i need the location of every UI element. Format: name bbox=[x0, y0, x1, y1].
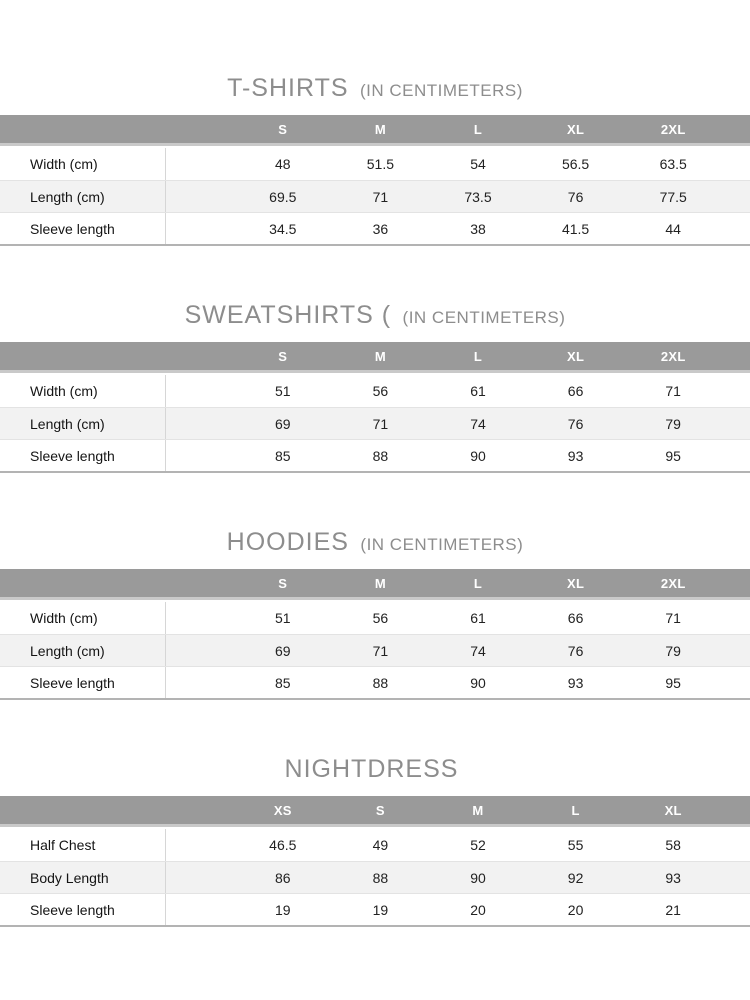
cell-value: 71 bbox=[665, 383, 681, 399]
header-spacer bbox=[166, 342, 234, 370]
table-row-body-length bbox=[0, 861, 750, 893]
header-spacer bbox=[722, 569, 750, 597]
row-label: Sleeve length bbox=[0, 440, 166, 471]
row-label: Sleeve length bbox=[0, 667, 166, 698]
table-title-main: SWEATSHIRTS ( bbox=[184, 301, 392, 329]
cell-spacer bbox=[722, 375, 750, 407]
cell-value: 93 bbox=[567, 447, 584, 464]
cell-value: 77.5 bbox=[659, 188, 687, 205]
row-label: Body Length bbox=[0, 862, 166, 893]
cell-spacer bbox=[722, 213, 750, 244]
cell-value: 69 bbox=[275, 642, 291, 659]
cell-value: 71 bbox=[372, 642, 389, 659]
cell-spacer bbox=[166, 635, 234, 666]
cell-value: 88 bbox=[372, 869, 389, 886]
cell-value: 56 bbox=[372, 383, 389, 399]
cell-value: 61 bbox=[470, 610, 486, 626]
table-row-width bbox=[0, 375, 750, 407]
column-header-l: L bbox=[473, 575, 483, 591]
cell-spacer bbox=[166, 408, 234, 439]
column-header-s: S bbox=[278, 575, 288, 591]
row-label: Width (cm) bbox=[0, 375, 166, 407]
table-row-length bbox=[0, 407, 750, 439]
row-label: Length (cm) bbox=[0, 181, 166, 212]
column-header-l: L bbox=[473, 121, 483, 137]
cell-value: 79 bbox=[665, 642, 681, 659]
cell-value: 90 bbox=[470, 447, 486, 464]
cell-value: 54 bbox=[470, 156, 486, 172]
table-title-sub: (IN CENTIMETERS) bbox=[360, 81, 523, 100]
table-row-length bbox=[0, 634, 750, 666]
cell-value: 71 bbox=[372, 415, 389, 432]
cell-value: 69 bbox=[275, 415, 291, 432]
column-header-m: M bbox=[374, 348, 386, 364]
table-row-sleeve bbox=[0, 439, 750, 471]
cell-value: 58 bbox=[665, 837, 681, 853]
cell-spacer bbox=[722, 667, 750, 698]
column-header-2xl: 2XL bbox=[660, 348, 686, 364]
cell-spacer bbox=[722, 440, 750, 471]
column-header-m: M bbox=[472, 802, 484, 818]
cell-value: 49 bbox=[372, 837, 389, 853]
cell-value: 56.5 bbox=[561, 156, 590, 172]
column-header-s: S bbox=[278, 121, 288, 137]
column-header-s: S bbox=[278, 348, 288, 364]
cell-value: 76 bbox=[567, 188, 584, 205]
column-header-xl: XL bbox=[566, 575, 585, 591]
cell-value: 38 bbox=[470, 220, 486, 237]
cell-value: 51 bbox=[275, 383, 291, 399]
table-body bbox=[0, 375, 750, 473]
cell-value: 66 bbox=[567, 610, 584, 626]
row-label: Length (cm) bbox=[0, 635, 166, 666]
cell-value: 79 bbox=[665, 415, 681, 432]
table-row-sleeve bbox=[0, 666, 750, 698]
sweatshirts-table-section bbox=[0, 297, 750, 473]
column-header-2xl: 2XL bbox=[660, 575, 686, 591]
cell-value: 51.5 bbox=[366, 156, 395, 172]
header-spacer bbox=[166, 115, 234, 143]
cell-value: 93 bbox=[665, 869, 681, 886]
cell-spacer bbox=[166, 375, 234, 407]
cell-spacer bbox=[722, 408, 750, 439]
cell-spacer bbox=[166, 829, 234, 861]
size-header-row bbox=[0, 569, 750, 600]
cell-value: 63.5 bbox=[659, 156, 687, 172]
table-title-main: T-SHIRTS bbox=[227, 74, 349, 102]
cell-spacer bbox=[166, 894, 234, 925]
cell-value: 95 bbox=[665, 447, 681, 464]
column-header-xl: XL bbox=[664, 802, 682, 818]
cell-value: 21 bbox=[665, 901, 681, 918]
cell-value: 34.5 bbox=[269, 220, 297, 237]
table-title bbox=[0, 524, 750, 561]
cell-value: 90 bbox=[470, 674, 486, 691]
cell-value: 85 bbox=[275, 674, 291, 691]
cell-spacer bbox=[166, 181, 234, 212]
cell-value: 51 bbox=[275, 610, 291, 626]
cell-spacer bbox=[166, 667, 234, 698]
cell-value: 95 bbox=[665, 674, 681, 691]
header-spacer bbox=[0, 569, 166, 597]
row-label: Sleeve length bbox=[0, 894, 166, 925]
cell-value: 46.5 bbox=[269, 837, 297, 853]
row-label: Length (cm) bbox=[0, 408, 166, 439]
cell-spacer bbox=[166, 440, 234, 471]
row-label: Width (cm) bbox=[0, 148, 166, 180]
column-header-m: M bbox=[374, 121, 386, 137]
cell-value: 90 bbox=[470, 869, 486, 886]
column-header-xs: XS bbox=[273, 802, 292, 818]
cell-spacer bbox=[166, 602, 234, 634]
cell-spacer bbox=[722, 894, 750, 925]
cell-value: 71 bbox=[372, 188, 389, 205]
table-title-main: NIGHTDRESS bbox=[284, 755, 459, 783]
table-title-main: HOODIES bbox=[226, 528, 349, 556]
cell-value: 76 bbox=[567, 642, 584, 659]
cell-value: 74 bbox=[470, 415, 486, 432]
cell-value: 56 bbox=[372, 610, 389, 626]
table-row-half-chest bbox=[0, 829, 750, 861]
table-title-sub: (IN CENTIMETERS) bbox=[402, 308, 566, 327]
table-title bbox=[0, 751, 750, 788]
cell-spacer bbox=[722, 602, 750, 634]
row-label: Sleeve length bbox=[0, 213, 166, 244]
cell-value: 36 bbox=[372, 220, 389, 237]
cell-spacer bbox=[166, 862, 234, 893]
cell-value: 19 bbox=[275, 901, 291, 918]
cell-spacer bbox=[166, 213, 234, 244]
table-body bbox=[0, 829, 750, 927]
header-spacer bbox=[0, 796, 166, 824]
column-header-l: L bbox=[571, 802, 580, 818]
cell-spacer bbox=[722, 829, 750, 861]
cell-value: 20 bbox=[567, 901, 584, 918]
table-body bbox=[0, 602, 750, 700]
header-spacer bbox=[0, 342, 166, 370]
column-header-s: S bbox=[375, 802, 385, 818]
column-header-2xl: 2XL bbox=[660, 121, 686, 137]
header-spacer bbox=[722, 342, 750, 370]
table-row-sleeve bbox=[0, 893, 750, 925]
cell-value: 55 bbox=[567, 837, 584, 853]
cell-value: 93 bbox=[567, 674, 584, 691]
table-title bbox=[0, 297, 750, 334]
row-label: Width (cm) bbox=[0, 602, 166, 634]
size-header-row bbox=[0, 796, 750, 827]
row-label: Half Chest bbox=[0, 829, 166, 861]
column-header-m: M bbox=[374, 575, 386, 591]
cell-value: 48 bbox=[275, 156, 291, 172]
cell-value: 69.5 bbox=[269, 188, 297, 205]
cell-value: 20 bbox=[470, 901, 486, 918]
nightdress-table-section bbox=[0, 751, 750, 927]
cell-spacer bbox=[166, 148, 234, 180]
table-row-width bbox=[0, 148, 750, 180]
cell-value: 66 bbox=[567, 383, 584, 399]
column-header-l: L bbox=[473, 348, 483, 364]
header-spacer bbox=[166, 796, 234, 824]
cell-value: 88 bbox=[372, 447, 389, 464]
header-spacer bbox=[0, 115, 166, 143]
table-title-sub: (IN CENTIMETERS) bbox=[360, 535, 524, 554]
table-row-length bbox=[0, 180, 750, 212]
cell-value: 71 bbox=[665, 610, 681, 626]
size-header-row bbox=[0, 115, 750, 146]
cell-value: 19 bbox=[372, 901, 389, 918]
size-header-row bbox=[0, 342, 750, 373]
hoodies-table-section bbox=[0, 524, 750, 700]
column-header-xl: XL bbox=[566, 121, 585, 137]
cell-value: 52 bbox=[470, 837, 486, 853]
table-row-sleeve bbox=[0, 212, 750, 244]
cell-value: 73.5 bbox=[464, 188, 492, 205]
cell-spacer bbox=[722, 635, 750, 666]
cell-value: 86 bbox=[275, 869, 291, 886]
cell-value: 61 bbox=[470, 383, 486, 399]
cell-value: 74 bbox=[470, 642, 486, 659]
cell-value: 85 bbox=[275, 447, 291, 464]
header-spacer bbox=[722, 796, 750, 824]
table-title bbox=[0, 70, 750, 107]
table-row-width bbox=[0, 602, 750, 634]
cell-value: 92 bbox=[567, 869, 584, 886]
cell-spacer bbox=[722, 862, 750, 893]
cell-value: 41.5 bbox=[561, 220, 590, 237]
cell-spacer bbox=[722, 181, 750, 212]
cell-spacer bbox=[722, 148, 750, 180]
cell-value: 76 bbox=[567, 415, 584, 432]
column-header-xl: XL bbox=[566, 348, 585, 364]
tshirts-table-section bbox=[0, 70, 750, 246]
cell-value: 88 bbox=[372, 674, 389, 691]
header-spacer bbox=[722, 115, 750, 143]
header-spacer bbox=[166, 569, 234, 597]
table-body bbox=[0, 148, 750, 246]
cell-value: 44 bbox=[665, 220, 681, 237]
